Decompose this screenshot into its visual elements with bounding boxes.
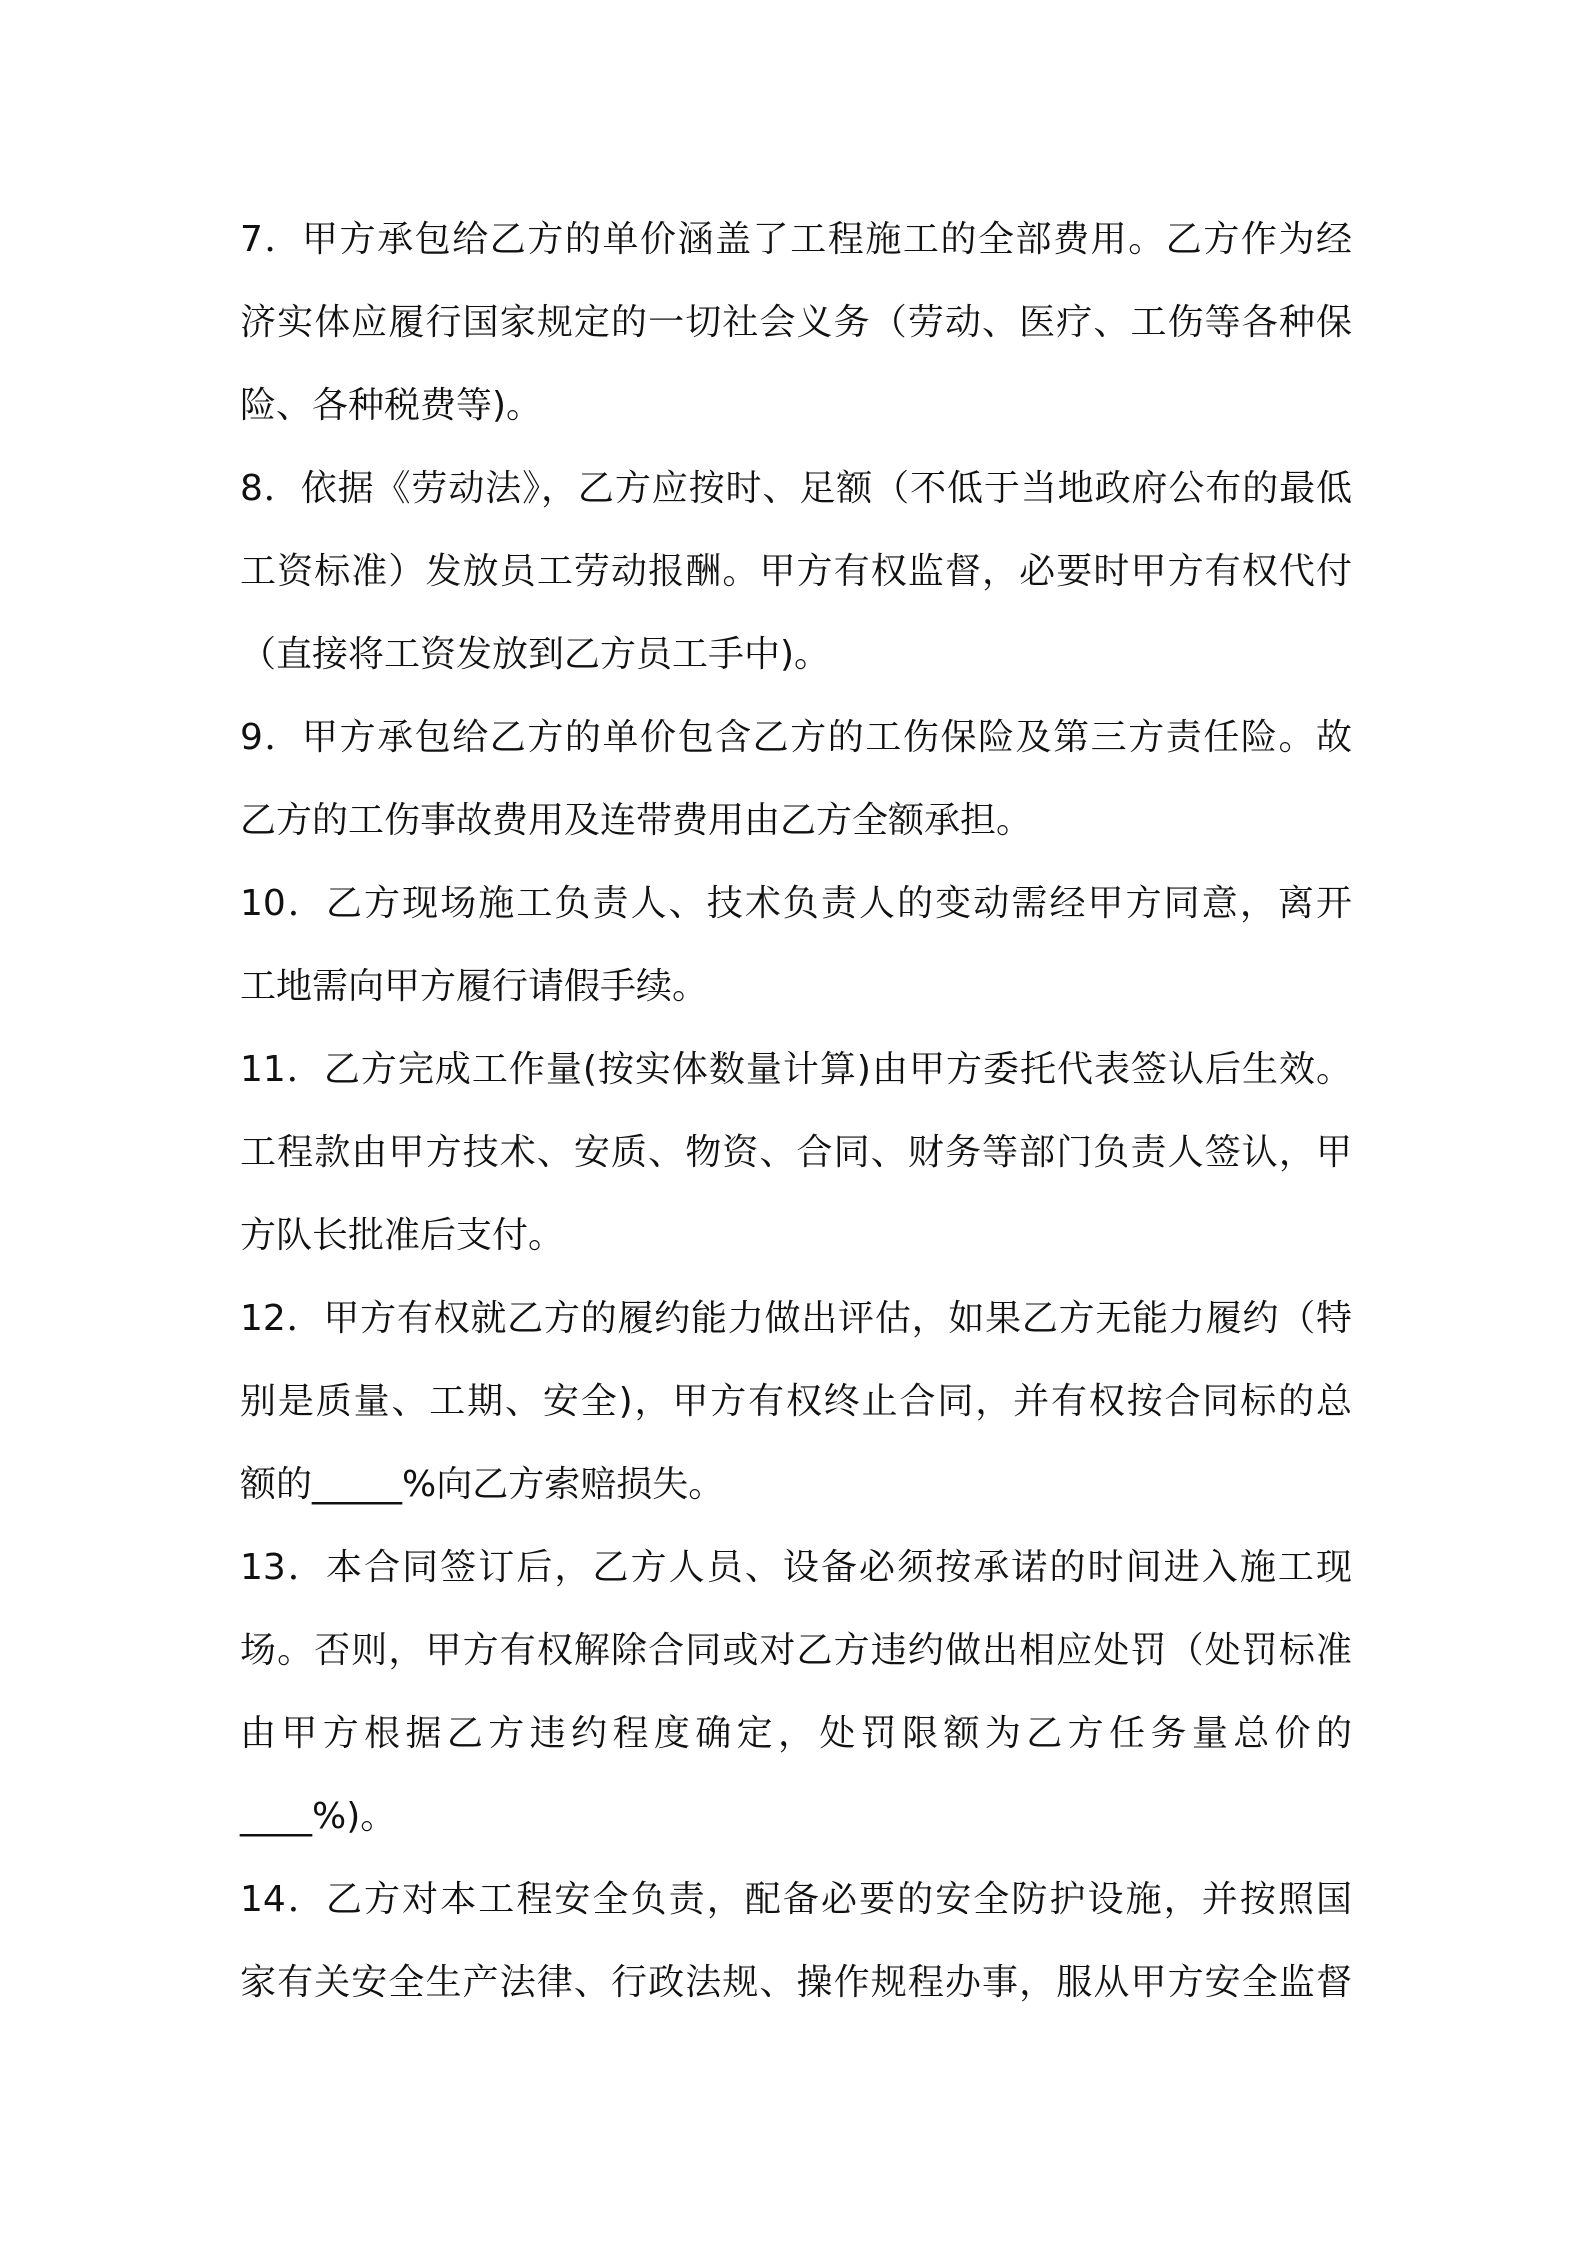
clause-11-line-3: 方队长批准后支付。	[240, 1215, 565, 1256]
clause-11-line-2: 工程款由甲方技术、安质、物资、合同、财务等部门负责人签认，甲	[240, 1132, 1352, 1173]
clause-7-line-1: 7．甲方承包给乙方的单价涵盖了工程施工的全部费用。乙方作为经	[240, 219, 1352, 260]
clause-12-line-2: 别是质量、工期、安全)，甲方有权终止合同，并有权按合同标的总	[240, 1381, 1352, 1422]
clause-8-line-1: 8．依据《劳动法》，乙方应按时、足额（不低于当地政府公布的最低	[240, 468, 1352, 509]
clause-13-line-1: 13．本合同签订后，乙方人员、设备必须按承诺的时间进入施工现	[240, 1547, 1352, 1588]
clause-14-line-2: 家有关安全生产法律、行政法规、操作规程办事，服从甲方安全监督	[240, 1962, 1352, 2003]
clause-12-line-1: 12．甲方有权就乙方的履约能力做出评估，如果乙方无能力履约（特	[240, 1298, 1352, 1339]
clause-14-line-1: 14．乙方对本工程安全负责，配备必要的安全防护设施，并按照国	[240, 1879, 1352, 1920]
clause-8-line-2: 工资标准）发放员工劳动报酬。甲方有权监督，必要时甲方有权代付	[240, 551, 1352, 592]
clause-7-line-2: 济实体应履行国家规定的一切社会义务（劳动、医疗、工伤等各种保	[240, 302, 1352, 343]
clause-9-line-2: 乙方的工伤事故费用及连带费用由乙方全额承担。	[240, 800, 1033, 841]
clause-10-line-2: 工地需向甲方履行请假手续。	[240, 966, 709, 1007]
clause-11-line-1: 11．乙方完成工作量(按实体数量计算)由甲方委托代表签认后生效。	[240, 1049, 1352, 1090]
clause-9-line-1: 9．甲方承包给乙方的单价包含乙方的工伤保险及第三方责任险。故	[240, 717, 1352, 758]
clause-10-line-1: 10．乙方现场施工负责人、技术负责人的变动需经甲方同意，离开	[240, 883, 1352, 924]
clause-13-line-2: 场。否则，甲方有权解除合同或对乙方违约做出相应处罚（处罚标准	[240, 1630, 1352, 1671]
clause-8-line-3: （直接将工资发放到乙方员工手中)。	[240, 634, 831, 675]
clause-13-line-3: 由甲方根据乙方违约程度确定，处罚限额为乙方任务量总价的	[240, 1713, 1352, 1754]
clause-13-line-4: ____%)。	[240, 1796, 397, 1837]
clause-7-line-3: 险、各种税费等)。	[240, 385, 543, 426]
clause-12-line-3: 额的_____%向乙方索赔损失。	[240, 1464, 725, 1505]
document-body	[240, 198, 1352, 2024]
